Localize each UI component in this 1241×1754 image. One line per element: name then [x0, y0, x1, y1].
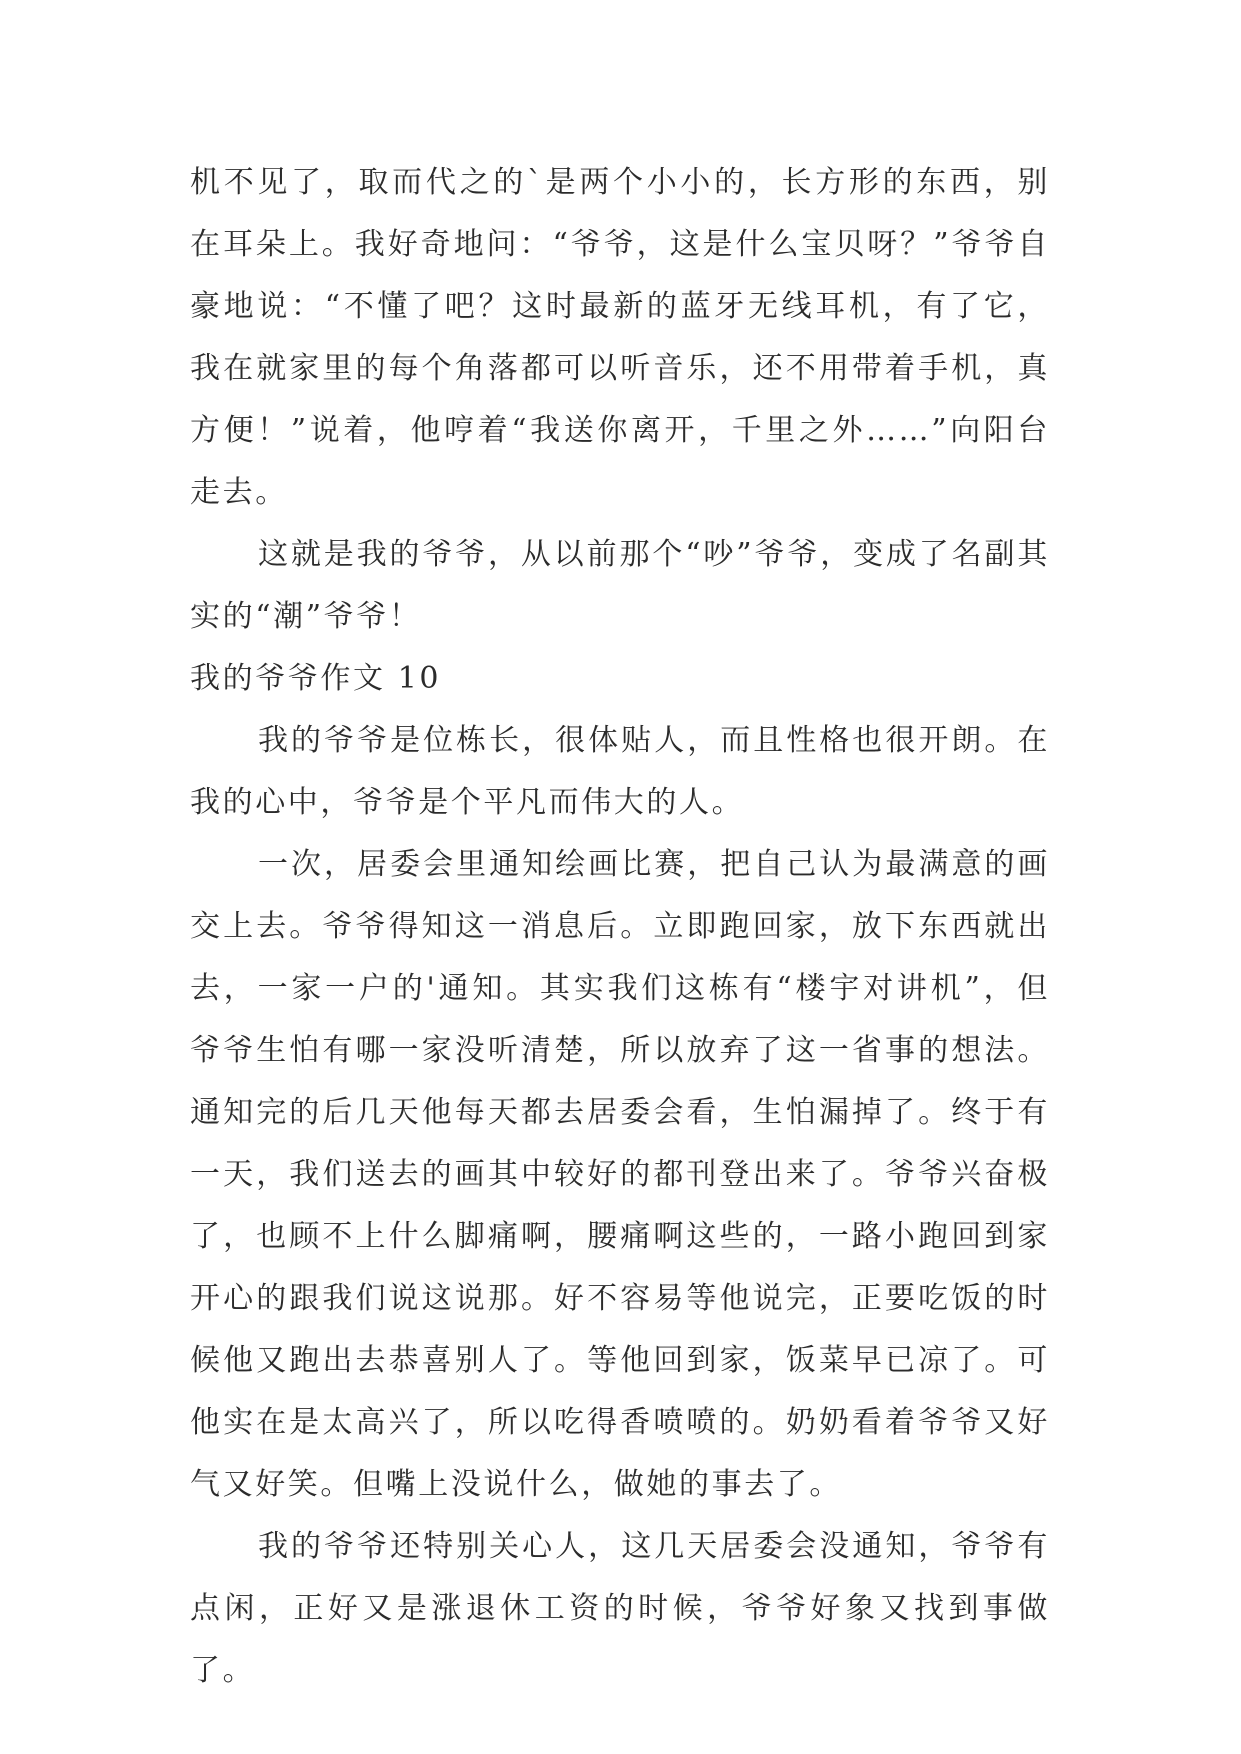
document-body [190, 152, 1050, 1702]
paragraph-closing: 这就是我的爷爷，从以前那个“吵”爷爷，变成了名副其实的“潮”爷爷！ [190, 537, 1050, 634]
paragraph-caring: 我的爷爷还特别关心人，这几天居委会没通知，爷爷有点闲，正好又是涨退休工资的时候，爷爷好象又找到事做了。 [190, 1529, 1050, 1688]
section-heading: 我的爷爷作文 10 [190, 661, 442, 696]
paragraph-continued: 机不见了，取而代之的`是两个小小的，长方形的东西，别在耳朵上。我好奇地问：“爷爷，这是什么宝贝呀？”爷爷自豪地说：“不懂了吧？这时最新的蓝牙无线耳机，有了它，我在就家里的每个角落都可以听音乐，还不用带着手机，真方便！”说着，他哼着“我送你离开，千里之外……”向阳台走去。 [190, 165, 1050, 510]
paragraph-story: 一次，居委会里通知绘画比赛，把自己认为最满意的画交上去。爷爷得知这一消息后。立即跑回家，放下东西就出去，一家一户的'通知。其实我们这栋有“楼宇对讲机”，但爷爷生怕有哪一家没听清楚，所以放弃了这一省事的想法。通知完的后几天他每天都去居委会看，生怕漏掉了。终于有一天，我们送去的画其中较好的都刊登出来了。爷爷兴奋极了，也顾不上什么脚痛啊，腰痛啊这些的，一路小跑回到家开心的跟我们说这说那。好不容易等他说完，正要吃饭的时候他又跑出去恭喜别人了。等他回到家，饭菜早已凉了。可他实在是太高兴了，所以吃得香喷喷的。奶奶看着爷爷又好气又好笑。但嘴上没说什么，做她的事去了。 [190, 847, 1050, 1502]
paragraph-intro: 我的爷爷是位栋长，很体贴人，而且性格也很开朗。在我的心中，爷爷是个平凡而伟大的人。 [190, 723, 1050, 820]
